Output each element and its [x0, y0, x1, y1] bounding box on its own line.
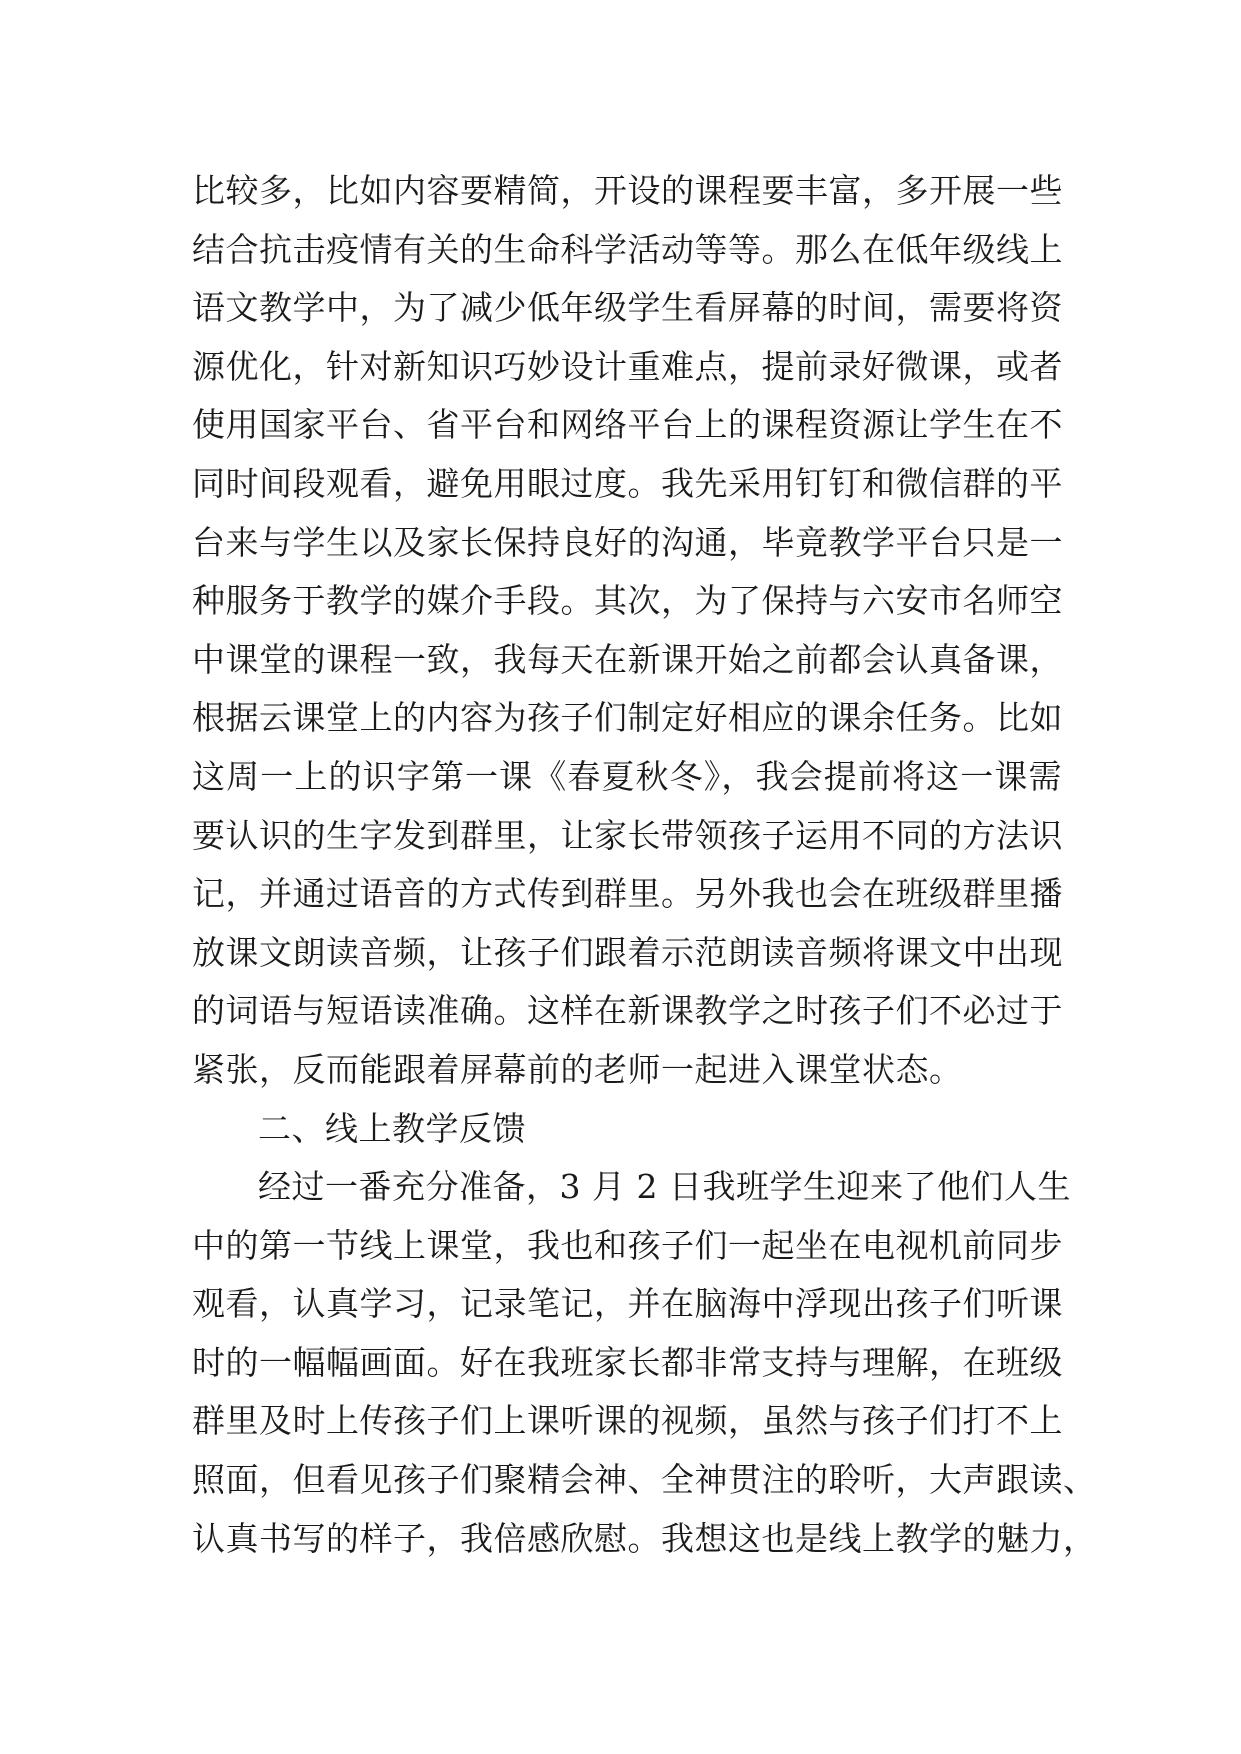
body-line: 紧张，反而能跟着屏幕前的老师一起进入课堂状态。 — [192, 1049, 963, 1089]
body-line: 比较多，比如内容要精简，开设的课程要丰富，多开展一些 — [192, 171, 1063, 210]
body-line: 中课堂的课程一致，我每天在新课开始之前都会认真备课， — [192, 639, 1063, 679]
body-line: 种服务于教学的媒介手段。其次，为了保持与六安市名师空 — [192, 581, 1063, 621]
body-line: 放课文朗读音频，让孩子们跟着示范朗读音频将课文中出现 — [192, 932, 1063, 972]
body-line: 要认识的生字发到群里，让家长带领孩子运用不同的方法识 — [192, 815, 1063, 855]
body-line: 的词语与短语读准确。这样在新课教学之时孩子们不必过于 — [192, 991, 1063, 1031]
body-line: 使用国家平台、省平台和网络平台上的课程资源让学生在不 — [192, 405, 1063, 445]
body-line: 时的一幅幅画面。好在我班家长都非常支持与理解，在班级 — [192, 1342, 1063, 1382]
body-line: 台来与学生以及家长保持良好的沟通，毕竟教学平台只是一 — [192, 522, 1063, 562]
document-body — [192, 162, 1097, 1568]
body-line: 结合抗击疫情有关的生命科学活动等等。那么在低年级线上 — [192, 229, 1063, 269]
body-line: 群里及时上传孩子们上课听课的视频，虽然与孩子们打不上 — [192, 1401, 1063, 1441]
paragraph-first-line: 经过一番充分准备，3 月 2 日我班学生迎来了他们人生 — [258, 1167, 1071, 1207]
body-line: 记，并通过语音的方式传到群里。另外我也会在班级群里播 — [192, 874, 1063, 914]
body-line: 这周一上的识字第一课《春夏秋冬》，我会提前将这一课需 — [192, 756, 1062, 796]
body-line: 根据云课堂上的内容为孩子们制定好相应的课余任务。比如 — [192, 698, 1063, 738]
body-line: 照面，但看见孩子们聚精会神、全神贯注的聆听，大声跟读、 — [192, 1460, 1097, 1500]
body-line: 源优化，针对新知识巧妙设计重难点，提前录好微课，或者 — [192, 346, 1063, 386]
body-line: 认真书写的样子，我倍感欣慰。我想这也是线上教学的魅力， — [192, 1518, 1097, 1558]
body-line: 观看，认真学习，记录笔记，并在脑海中浮现出孩子们听课 — [192, 1284, 1063, 1324]
body-line: 中的第一节线上课堂，我也和孩子们一起坐在电视机前同步 — [192, 1225, 1063, 1265]
body-line: 同时间段观看，避免用眼过度。我先采用钉钉和微信群的平 — [192, 463, 1063, 503]
section-heading: 二、线上教学反馈 — [258, 1108, 526, 1148]
body-line: 语文教学中，为了减少低年级学生看屏幕的时间，需要将资 — [192, 288, 1063, 328]
